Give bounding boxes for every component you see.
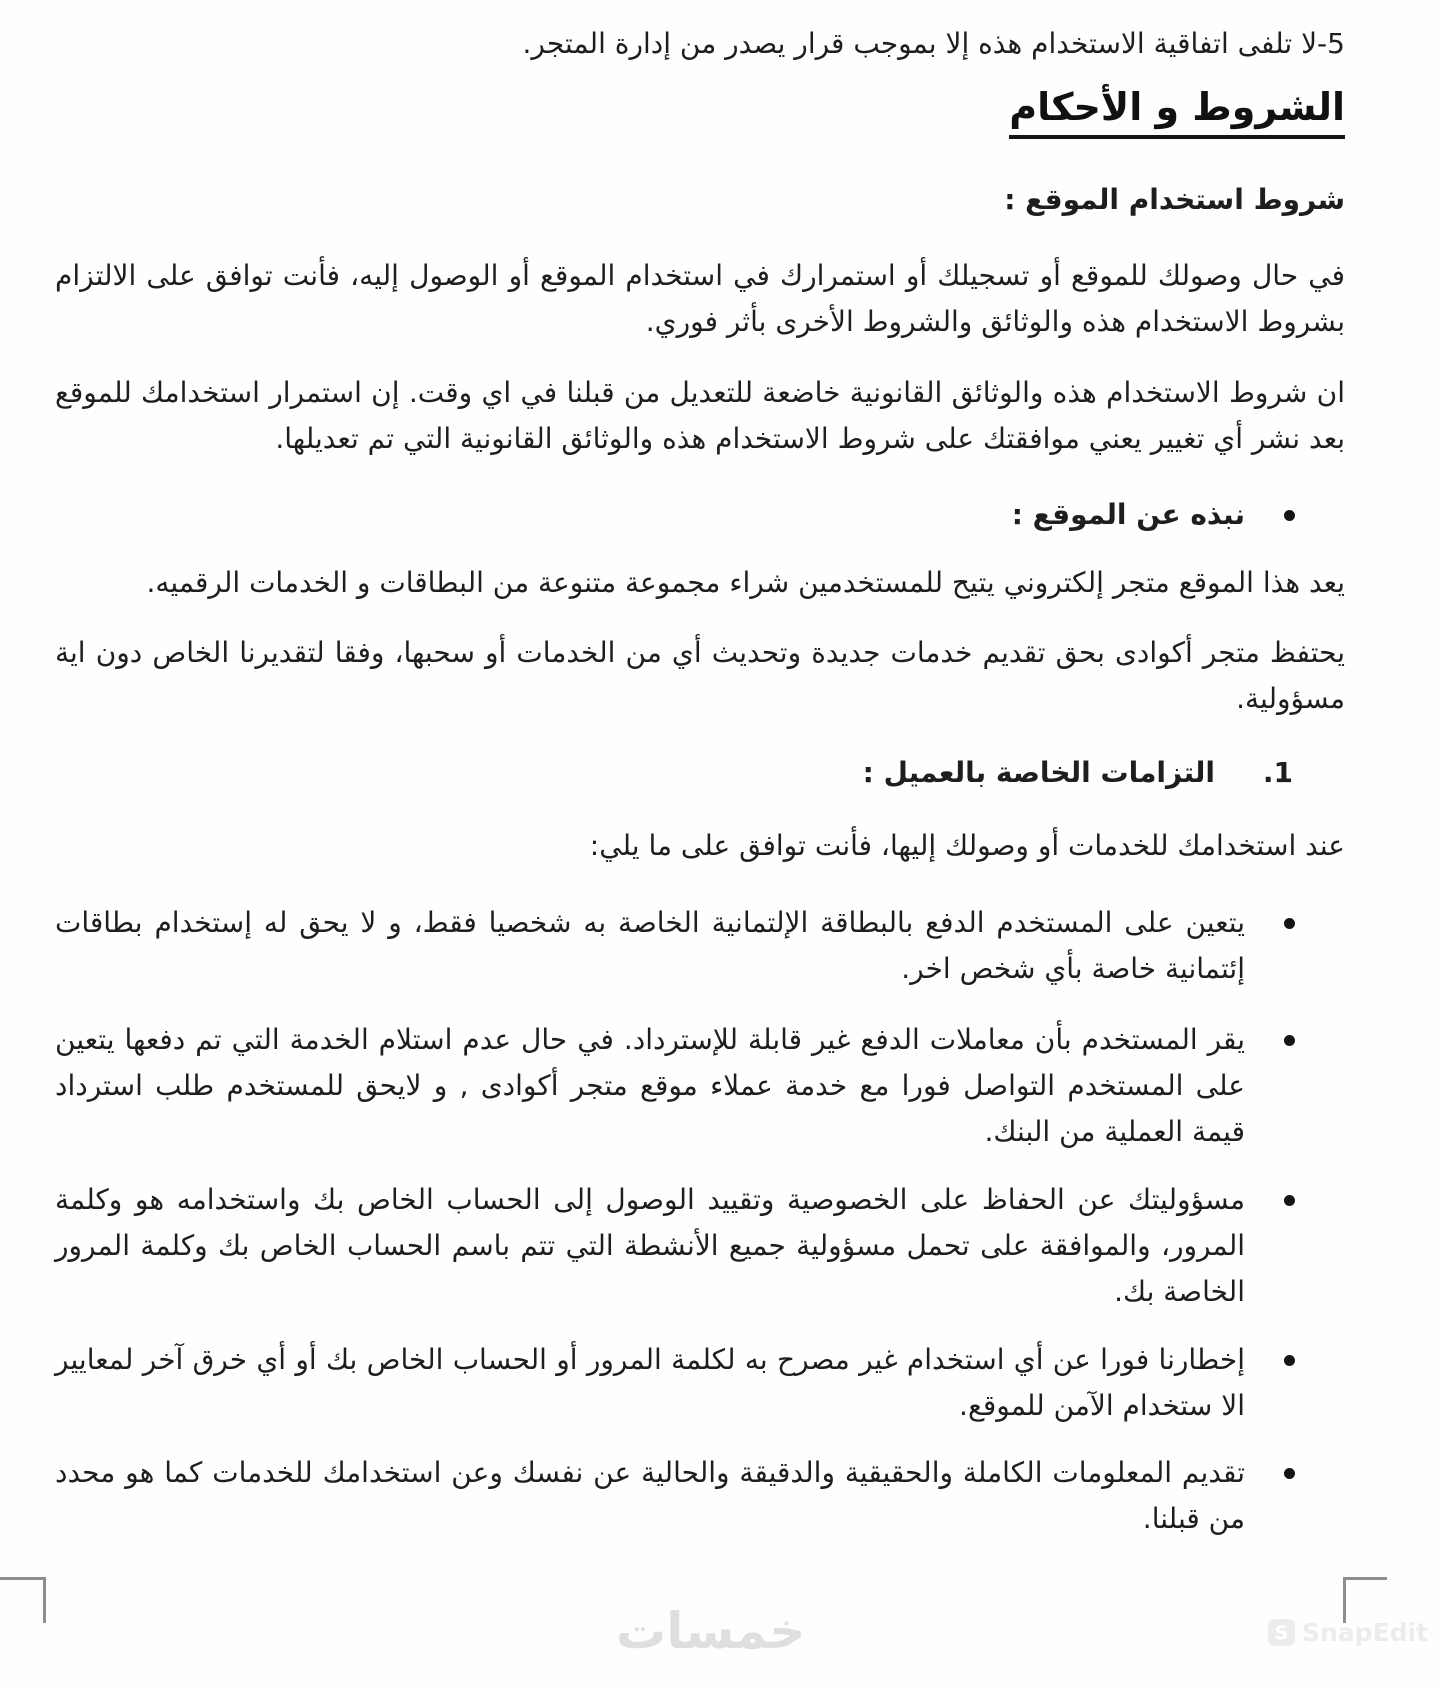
bullet-dot-icon <box>1284 918 1295 929</box>
list-item-notify-unauthorized-use <box>55 1337 1345 1429</box>
list-item-non-refundable <box>55 1017 1345 1155</box>
bullet-dot-icon <box>1284 1035 1295 1046</box>
site-terms-heading: شروط استخدام الموقع : <box>1004 183 1345 216</box>
crop-mark-left-vertical <box>43 1577 46 1623</box>
snapedit-logo-icon: S <box>1268 1619 1295 1646</box>
bullet-dot-icon <box>1284 510 1295 521</box>
crop-mark-right-vertical <box>1343 1577 1346 1623</box>
khamsat-watermark: خمسات <box>616 1602 806 1660</box>
list-item-privacy-responsibility <box>55 1177 1345 1315</box>
bullet-dot-icon <box>1284 1195 1295 1206</box>
paragraph-amendments: ان شروط الاستخدام هذه والوثائق القانونية خاضعة للتعديل من قبلنا في اي وقت. إن استمرار استخدامك للموقع بعد نشر أي تغيير يعني موافقتك على شروط الاستخدام هذه والوثائق القانونية التي تم تعديلها. <box>55 376 1345 455</box>
snapedit-watermark <box>1268 1618 1428 1647</box>
paragraph-when-using: عند استخدامك للخدمات أو وصولك إليها، فأنت توافق على ما يلي: <box>589 829 1345 862</box>
list-item-text: إخطارنا فورا عن أي استخدام غير مصرح به لكلمة المرور أو الحساب الخاص بك أو أي خرق آخر لمعايير الا ستخدام الآمن للموقع. <box>55 1343 1245 1422</box>
crop-mark-left-horizontal <box>0 1577 45 1580</box>
crop-mark-right-horizontal <box>1343 1577 1387 1580</box>
paragraph-agreement: في حال وصولك للموقع أو تسجيلك أو استمرارك في استخدام الموقع أو الوصول إليه، فأنت توافق على الالتزام بشروط الاستخدام هذه والوثائق والشروط الأخرى بأثر فوري. <box>55 259 1345 338</box>
snapedit-watermark-text: SnapEdit <box>1302 1618 1429 1647</box>
bullet-dot-icon <box>1284 1355 1295 1366</box>
about-site-heading: نبذه عن الموقع : <box>1011 498 1245 531</box>
clause-5-text: 5-لا تلفى اتفاقية الاستخدام هذه إلا بموجب قرار يصدر من إدارة المتجر. <box>522 27 1345 60</box>
paragraph-services: يحتفظ متجر أكوادى بحق تقديم خدمات جديدة وتحديث أي من الخدمات أو سحبها، وفقا لتقديرنا الخاص دون اية مسؤولية. <box>55 636 1345 715</box>
obligations-heading: التزامات الخاصة بالعميل : <box>862 756 1215 789</box>
about-site-heading-item <box>55 492 1345 538</box>
obligations-heading-item <box>55 750 1345 796</box>
list-item-text: مسؤوليتك عن الحفاظ على الخصوصية وتقييد الوصول إلى الحساب الخاص بك واستخدامه هو وكلمة المرور، والموافقة على تحمل مسؤولية جميع الأنشطة التي تتم باسم الحساب الخاص بك وكلمة المرور الخاصة بك. <box>55 1183 1245 1308</box>
bullet-dot-icon <box>1284 1468 1295 1479</box>
list-item-text: يتعين على المستخدم الدفع بالبطاقة الإلتمانية الخاصة به شخصيا فقط، و لا يحق له إستخدام بطاقات إئتمانية خاصة بأي شخص اخر. <box>55 906 1245 985</box>
page-title <box>55 84 1345 139</box>
paragraph-about: يعد هذا الموقع متجر إلكتروني يتيح للمستخدمين شراء مجموعة متنوعة من البطاقات و الخدمات الرقميه. <box>146 566 1345 599</box>
list-item-provide-accurate-info <box>55 1450 1345 1542</box>
list-item-payment-card <box>55 900 1345 992</box>
page-title-text: الشروط و الأحكام <box>1009 84 1345 139</box>
list-item-text: يقر المستخدم بأن معاملات الدفع غير قابلة للإسترداد. في حال عدم استلام الخدمة التي تم دفعها يتعين على المستخدم التواصل فورا مع خدمة عملاء موقع متجر أكوادى , و لايحق للمستخدم طلب استرداد قيمة العملية من البنك. <box>55 1023 1245 1148</box>
list-item-text: تقديم المعلومات الكاملة والحقيقية والدقيقة والحالية عن نفسك وعن استخدامك للخدمات كما هو محدد من قبلنا. <box>55 1456 1245 1535</box>
obligations-number: 1. <box>1262 756 1293 789</box>
